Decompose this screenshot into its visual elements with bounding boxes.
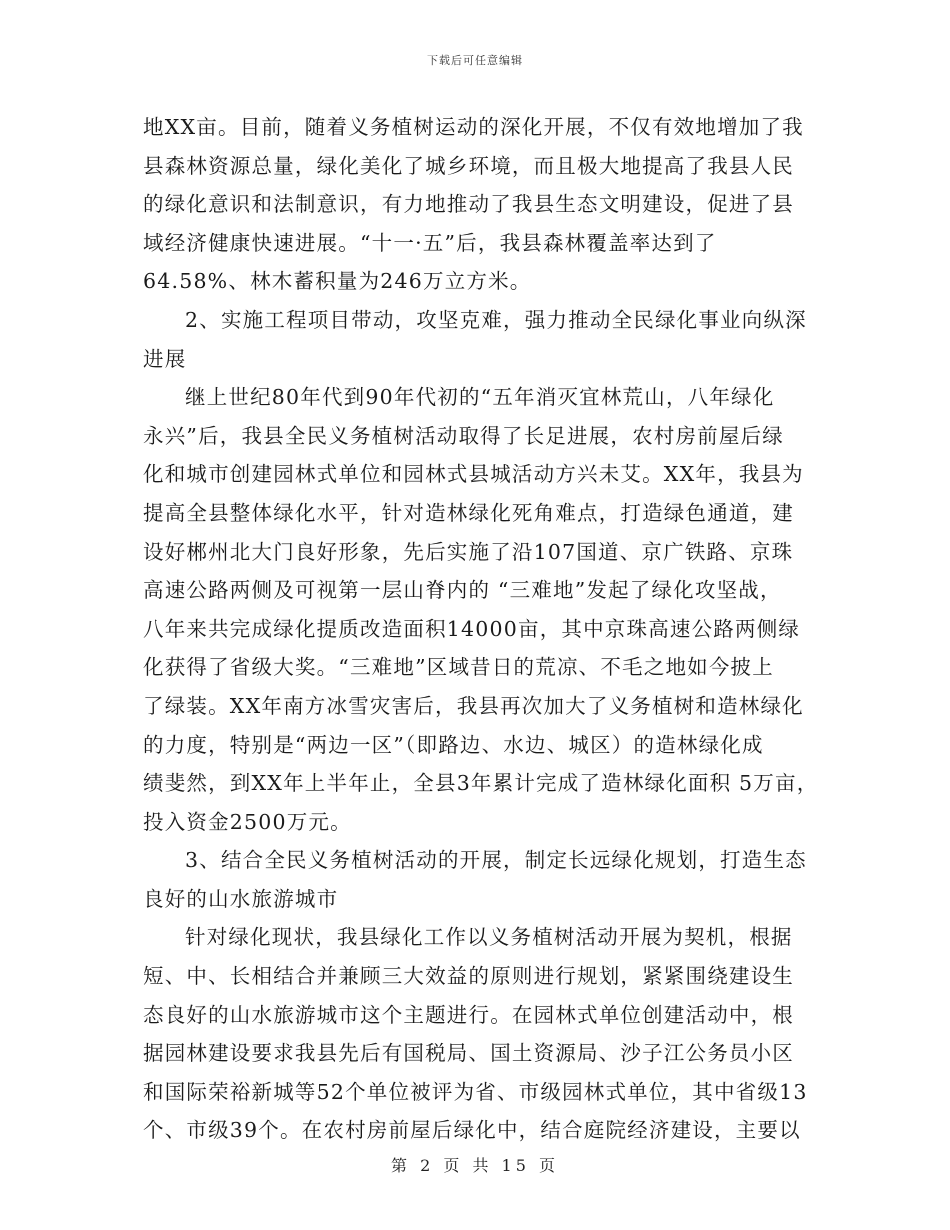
body-line: 地XX亩。目前，随着义务植树运动的深化开展，不仅有效地增加了我 <box>143 115 804 139</box>
body-line: 高速公路两侧及可视第一层山脊内的 “三难地”发起了绿化攻坚战， <box>143 578 782 603</box>
paragraph-first-line: 继上世纪80年代到90年代初的“五年消灭宜林荒山，八年绿化 <box>185 385 775 410</box>
page-number-footer: 第 2 页 共 15 页 <box>391 1156 559 1175</box>
body-line: 态良好的山水旅游城市这个主题进行。在园林式单位创建活动中，根 <box>143 1002 794 1027</box>
body-line: 化获得了省级大奖。“三难地”区域昔日的荒凉、不毛之地如今披上 <box>143 655 774 680</box>
paragraph-first-line: 针对绿化现状，我县绿化工作以义务植树活动开展为契机，根据 <box>185 925 793 950</box>
body-line: 64.58%、林木蓄积量为246万立方米。 <box>143 269 532 294</box>
body-line: 设好郴州北大门良好形象，先后实施了沿107国道、京广铁路、京珠 <box>143 539 794 564</box>
body-line: 县森林资源总量，绿化美化了城乡环境，而且极大地提高了我县人民 <box>143 153 794 178</box>
body-line: 绩斐然，到XX年上半年止，全县3年累计完成了造林绿化面积 5万亩， <box>143 771 819 796</box>
body-line: 提高全县整体绿化水平，针对造林绿化死角难点，打造绿色通道，建 <box>143 500 794 525</box>
section-heading-line: 进展 <box>143 346 187 371</box>
document-body <box>143 108 819 1150</box>
body-line: 了绿装。XX年南方冰雪灾害后，我县再次加大了义务植树和造林绿化 <box>143 693 804 718</box>
body-line: 和国际荣裕新城等52个单位被评为省、市级园林式单位，其中省级13 <box>143 1079 808 1104</box>
body-line: 的力度，特别是“两边一区”（即路边、水边、城区）的造林绿化成 <box>143 732 764 757</box>
body-line: 永兴”后，我县全民义务植树活动取得了长足进展，农村房前屋后绿 <box>143 423 784 448</box>
body-line: 的绿化意识和法制意识，有力地推动了我县生态文明建设，促进了县 <box>143 192 794 217</box>
section-heading-line: 3、结合全民义务植树活动的开展，制定长远绿化规划，打造生态 <box>185 848 807 873</box>
body-line: 个、市级39个。在农村房前屋后绿化中，结合庭院经济建设，主要以 <box>143 1118 801 1143</box>
body-line: 短、中、长相结合并兼顾三大效益的原则进行规划，紧紧围绕建设生 <box>143 964 794 989</box>
page-header: 下载后可任意编辑 <box>427 54 523 67</box>
body-line: 投入资金2500万元。 <box>143 809 352 834</box>
body-line: 八年来共完成绿化提质改造面积14000亩，其中京珠高速公路两侧绿 <box>143 616 801 641</box>
section-heading-line: 良好的山水旅游城市 <box>143 886 339 911</box>
body-line: 域经济健康快速进展。“十一·五”后，我县森林覆盖率达到了 <box>143 230 717 255</box>
section-heading-line: 2、实施工程项目带动，攻坚克难，强力推动全民绿化事业向纵深 <box>185 307 807 332</box>
body-line: 据园林建设要求我县先后有国税局、国土资源局、沙子江公务员小区 <box>143 1041 794 1066</box>
body-line: 化和城市创建园林式单位和园林式县城活动方兴未艾。XX年，我县为 <box>143 462 804 487</box>
